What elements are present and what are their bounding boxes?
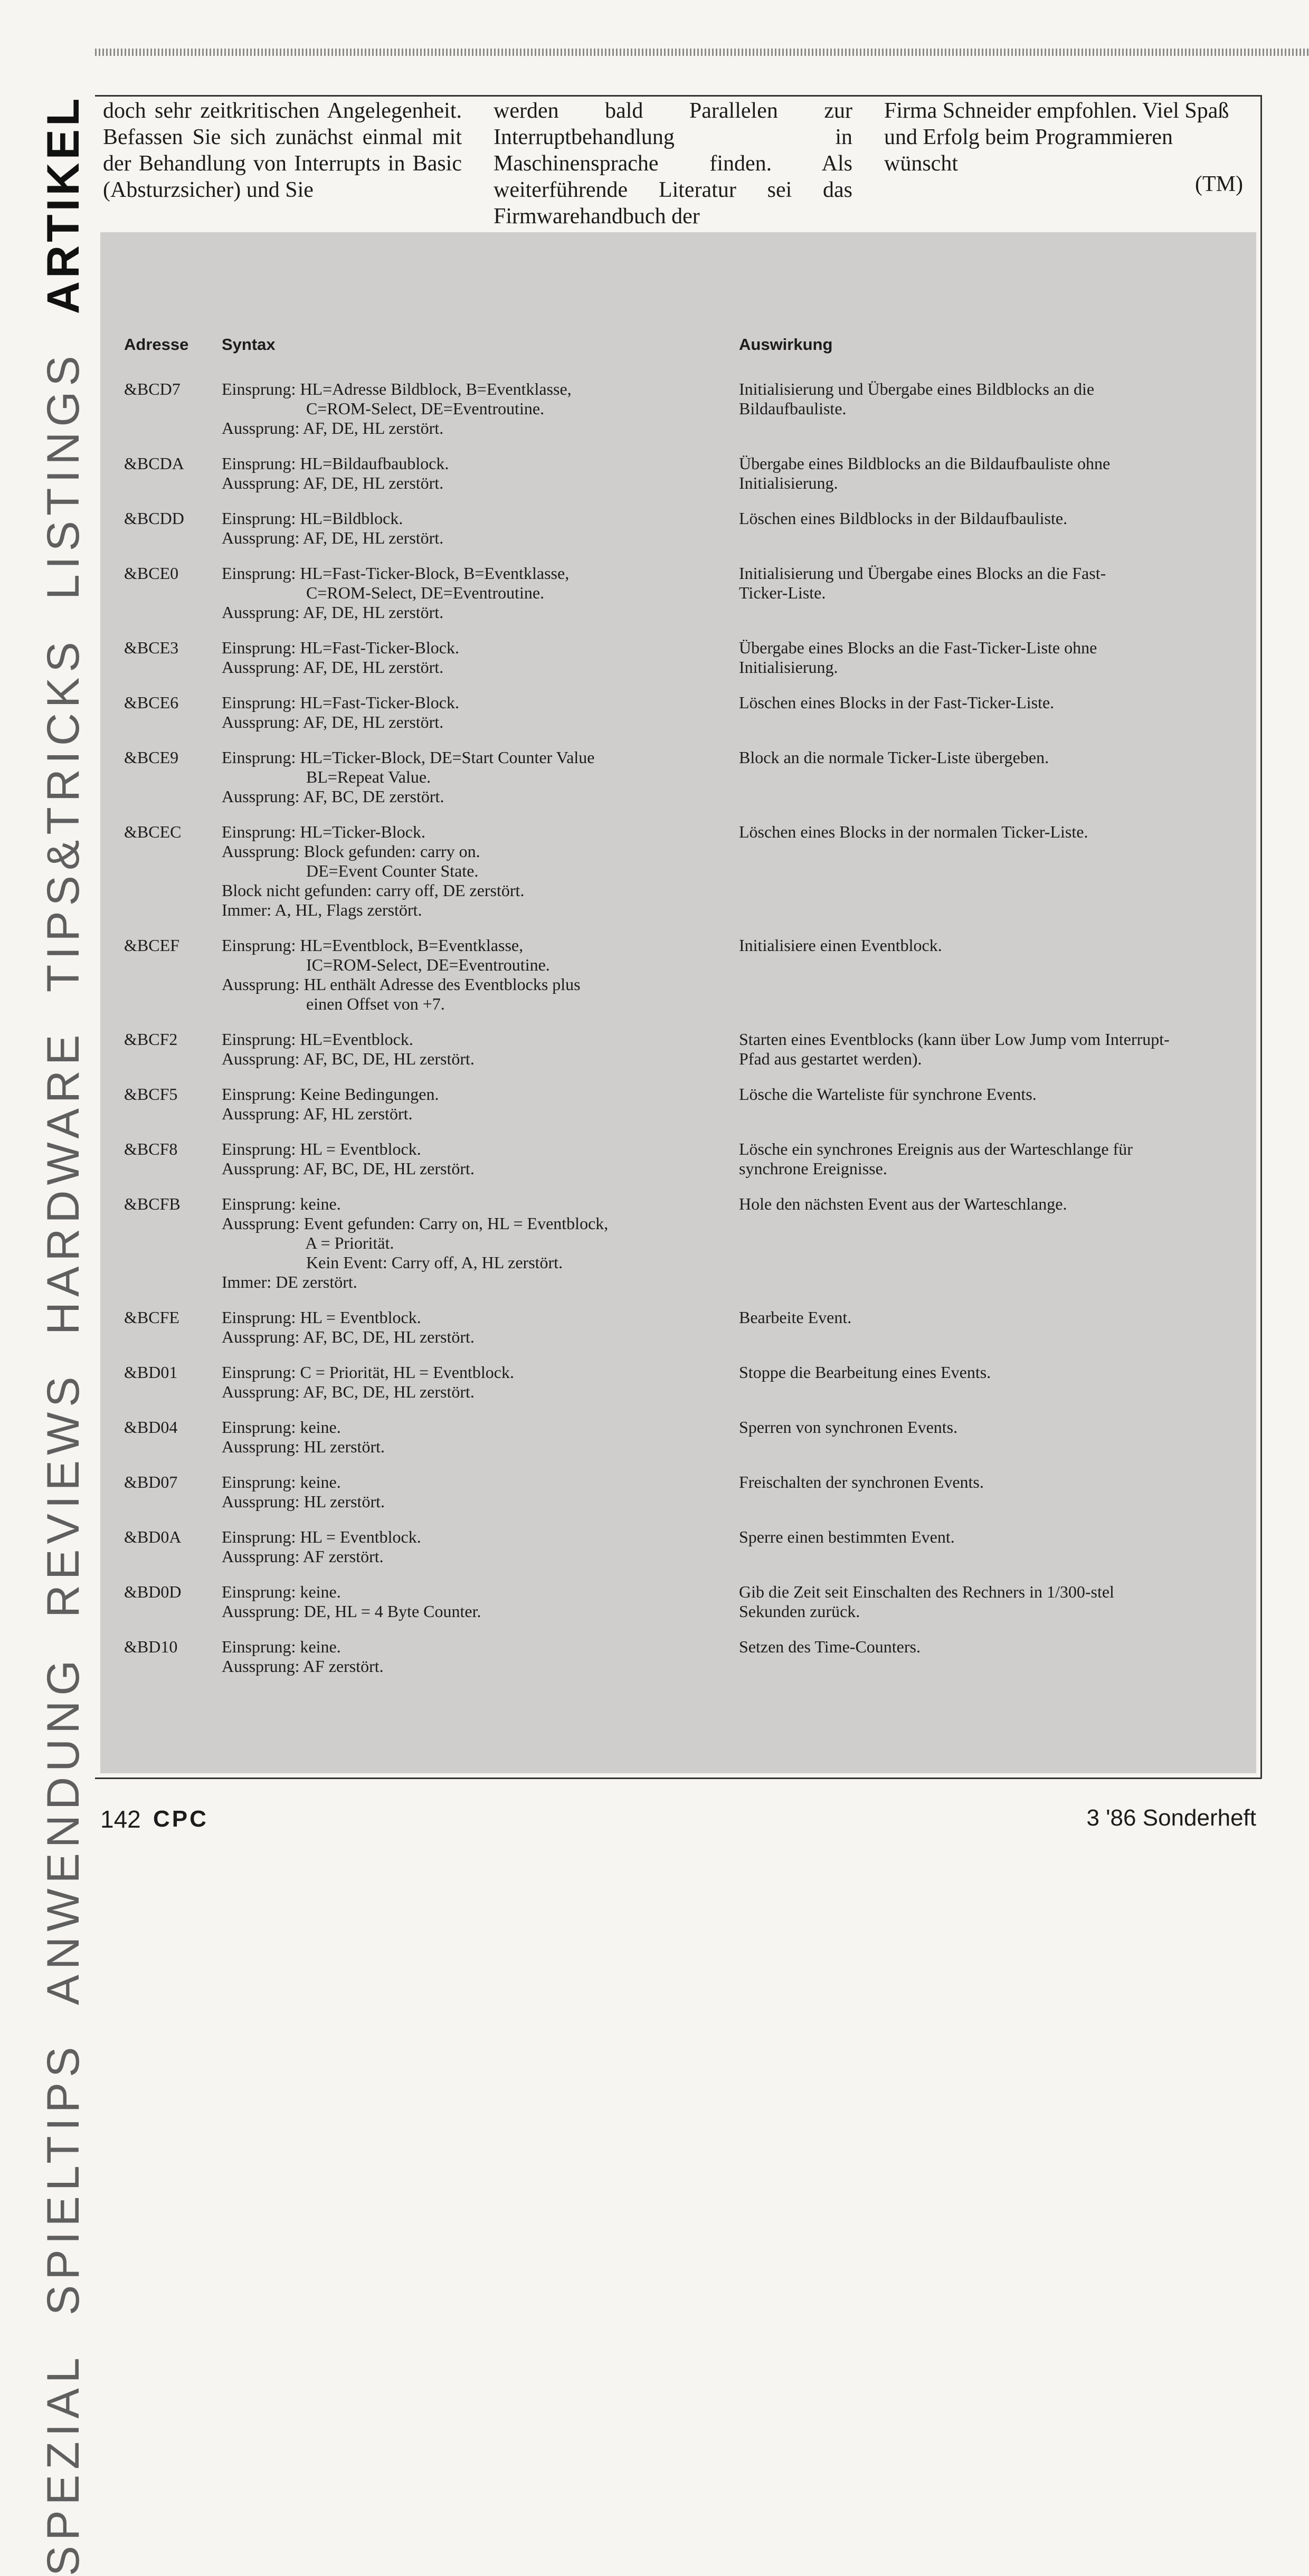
table-row <box>124 1308 1243 1347</box>
row-address: &BD0A <box>124 1527 182 1546</box>
section-tab: TIPS&TRICKS <box>37 636 89 993</box>
row-address: &BCE3 <box>124 638 179 657</box>
row-address: &BD01 <box>124 1363 178 1382</box>
table-row <box>124 1472 1243 1512</box>
row-effect: Bearbeite Event. <box>739 1308 852 1327</box>
row-effect: Löschen eines Bildblocks in der Bildaufbauliste. <box>739 509 1068 528</box>
row-syntax: Einsprung: keine. Aussprung: AF zerstört. <box>222 1637 384 1676</box>
row-syntax: Einsprung: keine. Aussprung: Event gefunden: Carry on, HL = Eventblock, A = Priorität. Kein Event: Carry off, A, HL zerstört. Immer: DE zerstört. <box>222 1194 609 1291</box>
section-tab: ANWENDUNG <box>37 1655 89 2005</box>
page-footer <box>100 1805 1256 1837</box>
row-address: &BD0D <box>124 1582 182 1601</box>
row-effect: Block an die normale Ticker-Liste übergeben. <box>739 748 1049 767</box>
row-effect: Hole den nächsten Event aus der Warteschlange. <box>739 1194 1067 1213</box>
table-row <box>124 1637 1243 1676</box>
table-row <box>124 748 1243 806</box>
row-syntax: Einsprung: HL=Adresse Bildblock, B=Eventklasse, C=ROM-Select, DE=Eventroutine. Aussprung: AF, DE, HL zerstört. <box>222 379 572 438</box>
section-tab-bar <box>37 95 90 2576</box>
row-address: &BD07 <box>124 1472 178 1491</box>
row-syntax: Einsprung: HL=Eventblock. Aussprung: AF, BC, DE, HL zerstört. <box>222 1030 475 1068</box>
row-effect: Übergabe eines Blocks an die Fast-Ticker-Liste ohne Initialisierung. <box>739 638 1097 677</box>
header-effect: Auswirkung <box>739 335 833 354</box>
top-dotted-rule <box>95 49 1309 56</box>
section-tab-active: ARTIKEL <box>37 95 89 314</box>
table-row <box>124 1582 1243 1621</box>
row-effect: Initialisiere einen Eventblock. <box>739 936 942 955</box>
intro-column-3: Firma Schneider empfohlen. Viel Spaß und Erfolg beim Programmieren wünscht <box>884 99 1229 176</box>
row-effect: Stoppe die Bearbeitung eines Events. <box>739 1363 991 1382</box>
firmware-table <box>124 335 1243 1692</box>
row-address: &BCD7 <box>124 379 181 398</box>
table-row <box>124 693 1243 732</box>
row-syntax: Einsprung: HL=Ticker-Block. Aussprung: Block gefunden: carry on. DE=Event Counter State. Block nicht gefunden: carry off, DE zerstört. Immer: A, HL, Flags zerstört. <box>222 822 525 919</box>
table-row <box>124 1030 1243 1069</box>
row-effect: Sperren von synchronen Events. <box>739 1418 958 1437</box>
row-syntax: Einsprung: HL = Eventblock. Aussprung: AF, BC, DE, HL zerstört. <box>222 1308 475 1346</box>
row-syntax: Einsprung: C = Priorität, HL = Eventblock. Aussprung: AF, BC, DE, HL zerstört. <box>222 1363 514 1401</box>
row-effect: Lösche ein synchrones Ereignis aus der Warteschlange für synchrone Ereignisse. <box>739 1139 1133 1178</box>
row-address: &BCF2 <box>124 1030 178 1049</box>
row-effect: Freischalten der synchronen Events. <box>739 1472 984 1491</box>
intro-text <box>103 98 1248 229</box>
row-address: &BD04 <box>124 1418 178 1437</box>
table-body <box>124 379 1243 1676</box>
row-address: &BCE9 <box>124 748 179 767</box>
row-address: &BCE6 <box>124 693 179 712</box>
row-effect: Initialisierung und Übergabe eines Bildblocks an die Bildaufbauliste. <box>739 379 1095 418</box>
row-effect: Übergabe eines Bildblocks an die Bildaufbauliste ohne Initialisierung. <box>739 454 1111 492</box>
table-header <box>124 335 1243 354</box>
section-tab: HARDWARE <box>37 1029 89 1335</box>
row-address: &BCF8 <box>124 1139 178 1158</box>
page-number: 142 <box>100 1805 141 1833</box>
row-syntax: Einsprung: HL=Eventblock, B=Eventklasse, IC=ROM-Select, DE=Eventroutine. Aussprung: HL enthält Adresse des Eventblocks plus einen Offset von +7. <box>222 936 581 1013</box>
intro-column-1: doch sehr zeitkritischen Angelegenheit. Befassen Sie sich zunächst einmal mit der Behandlung von Interrupts in Basic (Absturzsicher) und Sie <box>103 99 462 202</box>
row-syntax: Einsprung: keine. Aussprung: HL zerstört. <box>222 1472 385 1511</box>
section-tab: SPEZIAL <box>37 2352 89 2576</box>
table-row <box>124 822 1243 920</box>
table-row <box>124 1139 1243 1178</box>
intro-column-2: werden bald Parallelen zur Interruptbehandlung in Maschinensprache finden. Als weiterführende Literatur sei das Firmwarehandbuch der <box>494 99 852 229</box>
table-row <box>124 1194 1243 1292</box>
row-effect: Sperre einen bestimmten Event. <box>739 1527 955 1546</box>
table-row <box>124 379 1243 438</box>
row-syntax: Einsprung: keine. Aussprung: HL zerstört. <box>222 1418 385 1456</box>
table-row <box>124 1527 1243 1566</box>
table-row <box>124 936 1243 1014</box>
row-effect: Lösche die Warteliste für synchrone Events. <box>739 1085 1037 1104</box>
frame-top-rule <box>95 95 1261 97</box>
row-effect: Löschen eines Blocks in der Fast-Ticker-Liste. <box>739 693 1055 712</box>
row-address: &BCFB <box>124 1194 181 1213</box>
row-syntax: Einsprung: keine. Aussprung: DE, HL = 4 Byte Counter. <box>222 1582 481 1621</box>
row-effect: Gib die Zeit seit Einschalten des Rechners in 1/300-stel Sekunden zurück. <box>739 1582 1114 1621</box>
row-syntax: Einsprung: HL=Fast-Ticker-Block, B=Eventklasse, C=ROM-Select, DE=Eventroutine. Aussprung: AF, DE, HL zerstört. <box>222 564 570 622</box>
issue-label: 3 '86 Sonderheft <box>1086 1805 1256 1831</box>
row-address: &BCDD <box>124 509 184 528</box>
row-syntax: Einsprung: HL=Ticker-Block, DE=Start Counter Value BL=Repeat Value. Aussprung: AF, BC, DE zerstört. <box>222 748 595 806</box>
row-address: &BD10 <box>124 1637 178 1656</box>
row-syntax: Einsprung: HL=Fast-Ticker-Block. Aussprung: AF, DE, HL zerstört. <box>222 638 459 677</box>
table-row <box>124 564 1243 622</box>
row-effect: Löschen eines Blocks in der normalen Ticker-Liste. <box>739 822 1088 841</box>
row-address: &BCE0 <box>124 564 179 583</box>
table-row <box>124 509 1243 548</box>
row-address: &BCEF <box>124 936 179 955</box>
header-address: Adresse <box>124 335 189 354</box>
table-row <box>124 1363 1243 1402</box>
row-syntax: Einsprung: HL = Eventblock. Aussprung: AF zerstört. <box>222 1527 421 1566</box>
row-effect: Starten eines Eventblocks (kann über Low Jump vom Interrupt- Pfad aus gestartet werden). <box>739 1030 1170 1068</box>
row-syntax: Einsprung: HL=Bildblock. Aussprung: AF, DE, HL zerstört. <box>222 509 444 547</box>
magazine-logo: CPC <box>153 1806 208 1832</box>
row-syntax: Einsprung: Keine Bedingungen. Aussprung: AF, HL zerstört. <box>222 1085 439 1123</box>
row-address: &BCEC <box>124 822 182 841</box>
row-effect: Initialisierung und Übergabe eines Blocks an die Fast- Ticker-Liste. <box>739 564 1106 602</box>
row-address: &BCFE <box>124 1308 179 1327</box>
table-row <box>124 638 1243 677</box>
row-syntax: Einsprung: HL=Bildaufbaublock. Aussprung: AF, DE, HL zerstört. <box>222 454 449 492</box>
firmware-table-panel <box>100 232 1256 1773</box>
section-tab: LISTINGS <box>37 350 89 600</box>
row-address: &BCF5 <box>124 1085 178 1104</box>
frame-right-rule <box>1260 95 1262 1779</box>
row-syntax: Einsprung: HL=Fast-Ticker-Block. Aussprung: AF, DE, HL zerstört. <box>222 693 459 731</box>
section-tab: SPIELTIPS <box>37 2041 89 2316</box>
table-row <box>124 454 1243 493</box>
section-tab: REVIEWS <box>37 1371 89 1618</box>
row-address: &BCDA <box>124 454 184 473</box>
table-row <box>124 1418 1243 1457</box>
frame-bottom-rule <box>95 1777 1261 1779</box>
row-syntax: Einsprung: HL = Eventblock. Aussprung: AF, BC, DE, HL zerstört. <box>222 1139 475 1178</box>
table-row <box>124 1085 1243 1124</box>
header-syntax: Syntax <box>222 335 276 354</box>
author-signature: (TM) <box>1195 172 1243 196</box>
row-effect: Setzen des Time-Counters. <box>739 1637 921 1656</box>
